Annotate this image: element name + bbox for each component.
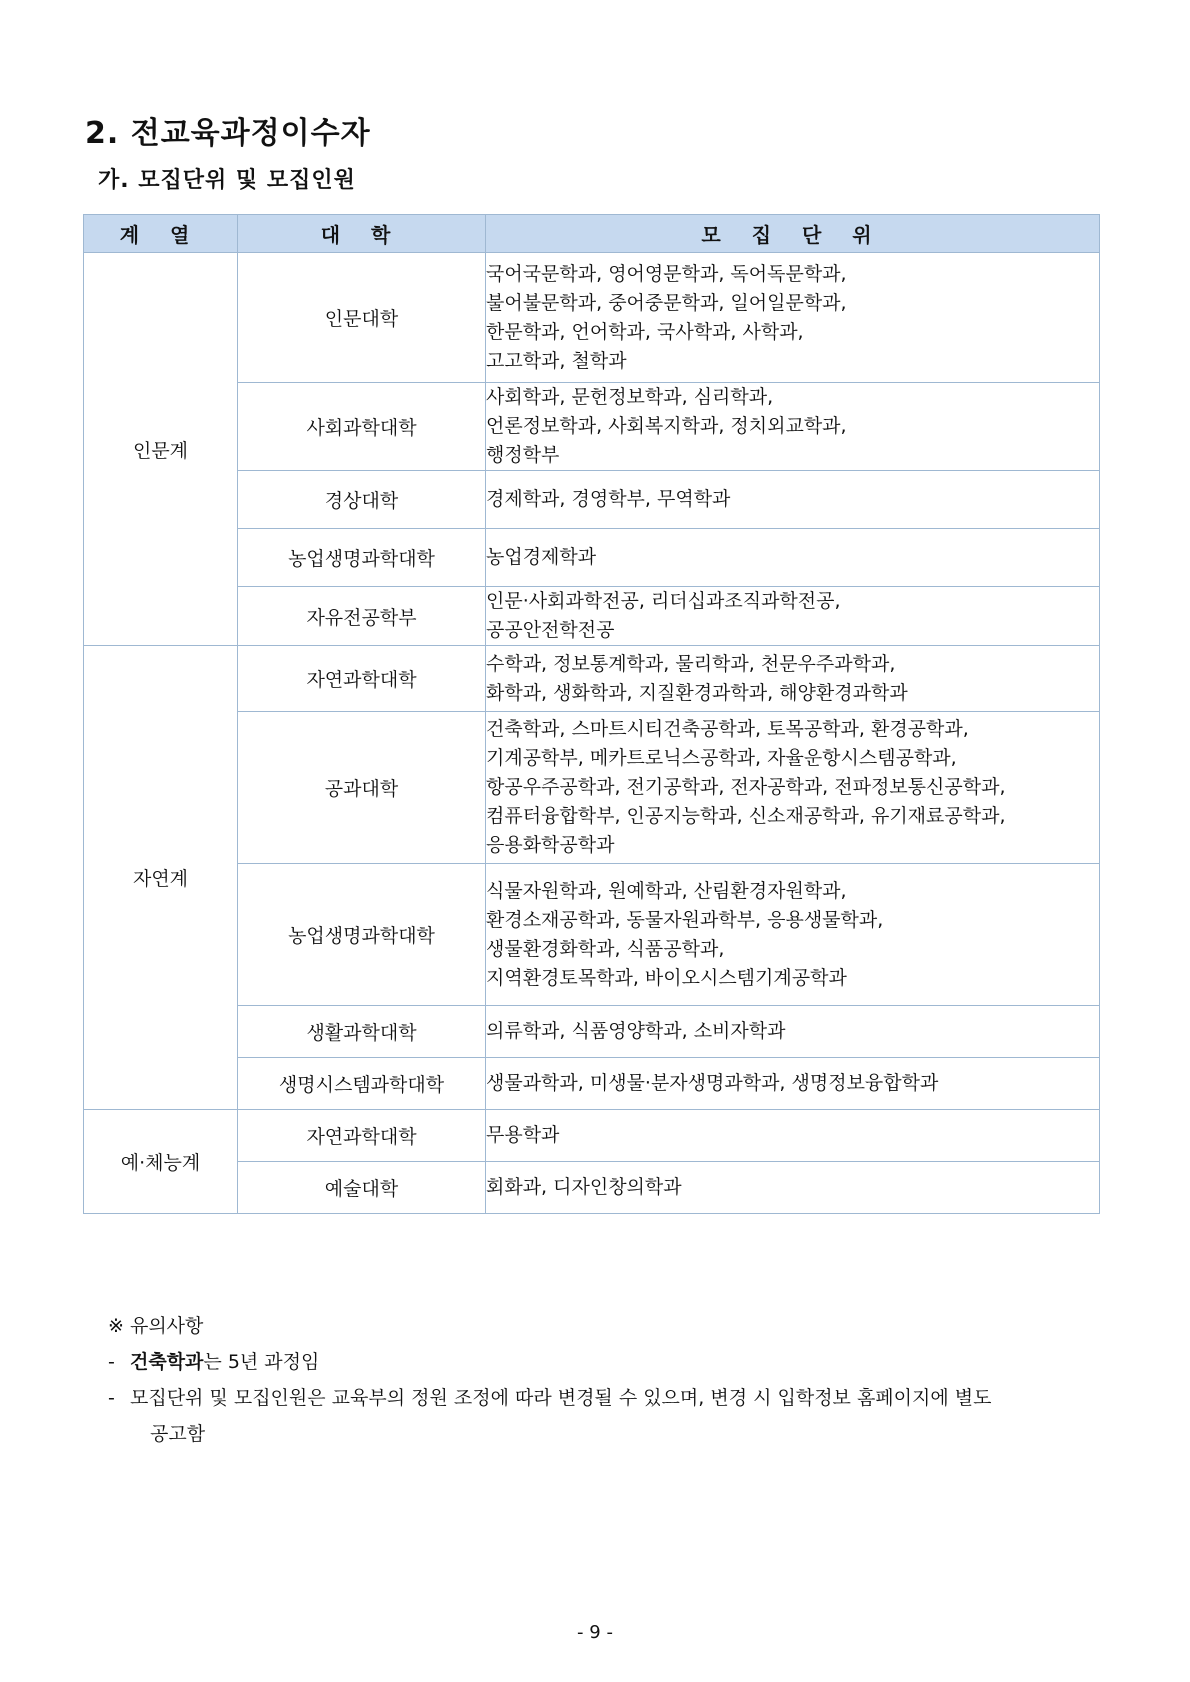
unit-line: 환경소재공학과, 동물자원과학부, 응용생물학과, — [486, 908, 884, 931]
units-cell — [486, 864, 1100, 1006]
units-cell — [486, 253, 1100, 383]
unit-line: 화학과, 생화학과, 지질환경과학과, 해양환경과학과 — [486, 681, 908, 704]
page-number: - 9 - — [577, 1622, 613, 1643]
unit-line: 무용학과 — [486, 1124, 560, 1146]
unit-line: 지역환경토목학과, 바이오시스템기계공학과 — [486, 966, 847, 989]
unit-line: 경제학과, 경영학부, 무역학과 — [486, 488, 731, 510]
note-text: 는 5년 과정임 — [203, 1351, 320, 1373]
unit-line: 사회학과, 문헌정보학과, 심리학과, — [486, 386, 774, 408]
group-cell: 자연계 — [84, 646, 238, 1110]
unit-line: 의류학과, 식품영양학과, 소비자학과 — [486, 1020, 786, 1042]
unit-line: 인문·사회과학전공, 리더십과조직과학전공, — [486, 590, 841, 612]
subsection-heading: 가. 모집단위 및 모집인원 — [98, 168, 356, 193]
units-cell — [486, 383, 1100, 471]
units-cell — [486, 712, 1100, 864]
unit-line: 농업경제학과 — [486, 546, 597, 568]
college-cell: 생명시스템과학대학 — [238, 1058, 486, 1110]
notes-title: ※ 유의사항 — [108, 1315, 204, 1337]
units-cell — [486, 1006, 1100, 1058]
college-cell: 공과대학 — [238, 712, 486, 864]
header-units: 모 집 단 위 — [486, 215, 1100, 253]
table-row — [84, 646, 1100, 712]
group-cell: 예·체능계 — [84, 1110, 238, 1214]
unit-line: 불어불문학과, 중어중문학과, 일어일문학과, — [486, 291, 847, 314]
unit-line: 언론정보학과, 사회복지학과, 정치외교학과, — [486, 415, 847, 437]
unit-line: 생물과학과, 미생물·분자생명과학과, 생명정보융합학과 — [486, 1072, 939, 1094]
unit-line: 수학과, 정보통계학과, 물리학과, 천문우주과학과, — [486, 652, 896, 675]
college-cell: 경상대학 — [238, 471, 486, 529]
header-college: 대 학 — [238, 215, 486, 253]
unit-line: 회화과, 디자인창의학과 — [486, 1176, 682, 1198]
units-cell — [486, 1058, 1100, 1110]
recruitment-table — [83, 214, 1100, 1214]
unit-line: 고고학과, 철학과 — [486, 349, 627, 372]
note-item: - 건축학과는 5년 과정임 — [108, 1351, 320, 1373]
section-heading: 2. 전교육과정이수자 — [85, 116, 371, 151]
units-cell — [486, 646, 1100, 712]
unit-line: 공공안전학전공 — [486, 619, 615, 641]
table-header-row — [84, 215, 1100, 253]
unit-line: 국어국문학과, 영어영문학과, 독어독문학과, — [486, 262, 847, 285]
college-cell: 사회과학대학 — [238, 383, 486, 471]
unit-line: 건축학과, 스마트시티건축공학과, 토목공학과, 환경공학과, — [486, 718, 969, 740]
note-bold-term: 건축학과 — [130, 1351, 204, 1373]
table-row — [84, 253, 1100, 383]
units-cell — [486, 529, 1100, 587]
units-cell — [486, 1110, 1100, 1162]
units-cell — [486, 587, 1100, 646]
table-body — [84, 253, 1100, 1214]
college-cell: 자연과학대학 — [238, 1110, 486, 1162]
units-cell — [486, 1162, 1100, 1214]
college-cell: 예술대학 — [238, 1162, 486, 1214]
unit-line: 식물자원학과, 원예학과, 산림환경자원학과, — [486, 879, 847, 902]
unit-line: 생물환경화학과, 식품공학과, — [486, 937, 725, 960]
header-group: 계 열 — [84, 215, 238, 253]
units-cell — [486, 471, 1100, 529]
college-cell: 농업생명과학대학 — [238, 529, 486, 587]
note-continuation: 공고함 — [150, 1423, 206, 1445]
unit-line: 컴퓨터융합학부, 인공지능학과, 신소재공학과, 유기재료공학과, — [486, 805, 1006, 827]
note-item: - 모집단위 및 모집인원은 교육부의 정원 조정에 따라 변경될 수 있으며, 변경 시 입학정보 홈페이지에 별도 — [108, 1387, 992, 1409]
college-cell: 자유전공학부 — [238, 587, 486, 646]
notes-section — [108, 1308, 991, 1452]
college-cell: 자연과학대학 — [238, 646, 486, 712]
unit-line: 한문학과, 언어학과, 국사학과, 사학과, — [486, 320, 804, 343]
college-cell: 생활과학대학 — [238, 1006, 486, 1058]
college-cell: 인문대학 — [238, 253, 486, 383]
note-text: 모집단위 및 모집인원은 교육부의 정원 조정에 따라 변경될 수 있으며, 변경 시 입학정보 홈페이지에 별도 — [130, 1387, 992, 1409]
unit-line: 행정학부 — [486, 444, 560, 466]
unit-line: 응용화학공학과 — [486, 834, 615, 856]
table-row — [84, 1110, 1100, 1162]
group-cell: 인문계 — [84, 253, 238, 646]
college-cell: 농업생명과학대학 — [238, 864, 486, 1006]
unit-line: 기계공학부, 메카트로닉스공학과, 자율운항시스템공학과, — [486, 747, 957, 769]
unit-line: 항공우주공학과, 전기공학과, 전자공학과, 전파정보통신공학과, — [486, 776, 1006, 798]
